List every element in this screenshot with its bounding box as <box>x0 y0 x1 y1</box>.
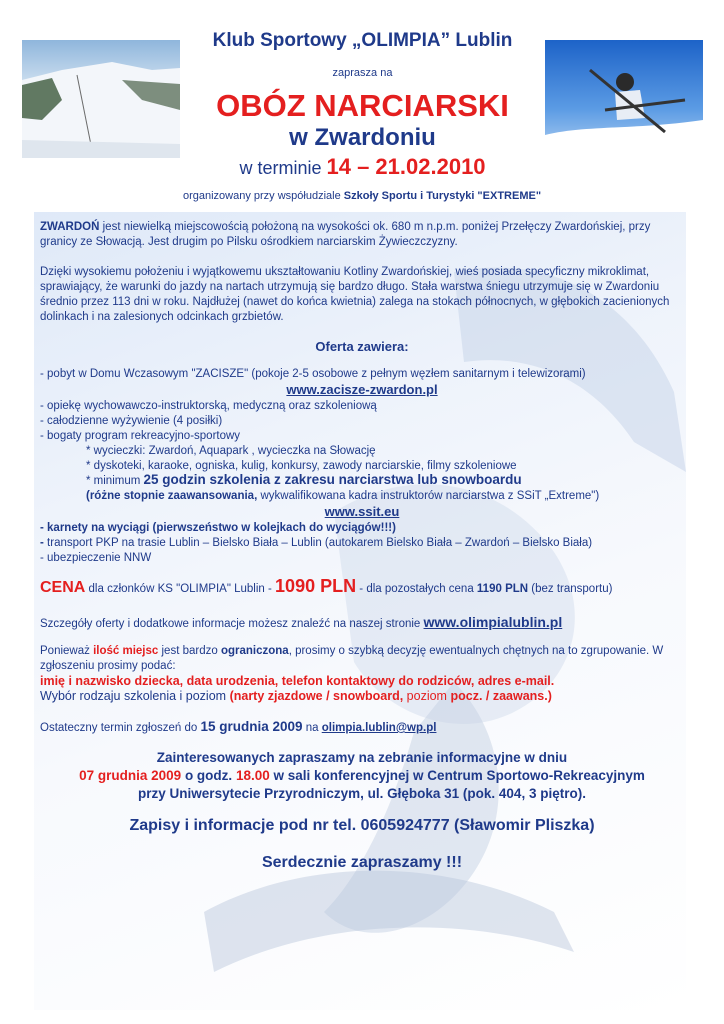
limits-places: ilość miejsc <box>93 645 159 657</box>
camp-title: OBÓZ NARCIARSKI <box>216 88 509 123</box>
member-price: 1090 PLN <box>275 576 357 596</box>
training-hours: 25 godzin szkolenia z zakresu narciarstwa lub snowboardu <box>143 472 522 487</box>
zacisze-link[interactable] <box>40 382 684 397</box>
meeting-at: o godz. <box>181 768 233 783</box>
camp-location: w Zwardoniu <box>289 124 436 151</box>
choice-text: Wybór rodzaju szkolenia i poziom <box>40 689 227 703</box>
offer-item-accommodation: - pobyt w Domu Wczasowym "ZACISZE" (pokoje 2-5 osobowe z pełnym węzłem sanitarnym i telewizorami) <box>40 368 586 380</box>
choice-options: (narty zjazdowe / snowboard, <box>229 689 404 703</box>
email-link[interactable]: olimpia.lublin@wp.pl <box>321 722 437 734</box>
zwardon-bold: ZWARDOŃ <box>40 221 100 233</box>
deadline-text: Ostateczny termin zgłoszeń do <box>40 722 198 734</box>
meeting-date: 07 grudnia 2009 <box>79 768 182 783</box>
snowboarder-silhouette <box>34 212 686 1010</box>
limits-limited: ograniczona <box>220 645 289 657</box>
meeting-line-1: Zainteresowanych zapraszamy na zebranie informacyjne w dniu <box>156 750 568 765</box>
offer-heading: Oferta zawiera: <box>315 339 409 354</box>
meeting-place: w sali konferencyjnej w Centrum Sportowo-Rekreacyjnym <box>269 768 645 783</box>
program-events: * dyskoteki, karaoke, ogniska, kulig, konkursy, zawody narciarskie, filmy szkoleniowe <box>86 460 517 472</box>
deadline-line <box>40 719 684 736</box>
details-line <box>40 615 684 632</box>
levels-bold: (różne stopnie zaawansowania, <box>86 490 258 502</box>
offer-item-transport <box>40 536 684 551</box>
freestyle-skier-photo <box>545 40 703 165</box>
contact-line: Zapisy i informacje pod nr tel. 0605924777 (Sławomir Pliszka) <box>129 817 595 834</box>
other-price: 1190 PLN <box>476 583 529 595</box>
members-text: dla członków KS "OLIMPIA" Lublin - <box>85 583 272 595</box>
meeting-time: 18.00 <box>235 768 270 783</box>
org-prefix: organizowany przy współudziale <box>182 190 341 202</box>
olimpia-site-link[interactable]: www.olimpialublin.pl <box>423 614 563 630</box>
offer-item-insurance: - ubezpieczenie NNW <box>40 552 152 564</box>
program-trips: * wycieczki: Zwardoń, Aquapark , wycieczka na Słowację <box>86 445 376 457</box>
price-line <box>40 576 684 599</box>
deadline-on: na <box>302 722 319 734</box>
intro-paragraph-1 <box>40 220 684 250</box>
meeting-line-3: przy Uniwersytecie Przyrodniczym, ul. Głęboka 31 (pok. 404, 3 piętro). <box>138 786 586 801</box>
level-text: poziom <box>403 689 447 703</box>
club-name: Klub Sportowy „OLIMPIA” Lublin <box>212 30 513 51</box>
levels-text: wykwalifikowana kadra instruktorów narciarstwa z SSiT „Extreme") <box>257 490 600 502</box>
choice-line <box>40 689 684 704</box>
background-snowboard-photo <box>34 212 686 1010</box>
organizer-line <box>40 190 684 202</box>
offer-item-meals: - całodzienne wyżywienie (4 posiłki) <box>40 415 223 427</box>
transport-dash: - <box>40 537 44 549</box>
offer-item-care: - opiekę wychowawczo-instruktorską, medyczną oraz szkoleniową <box>40 400 377 412</box>
required-info: imię i nazwisko dziecka, data urodzenia, telefon kontaktowy do rodziców, adres e-mail. <box>40 674 555 688</box>
limits-paragraph <box>40 644 684 674</box>
camp-dates <box>190 154 535 180</box>
limits-a: Ponieważ <box>40 645 90 657</box>
details-text: Szczegóły oferty i dodatkowe informacje możesz znaleźć na naszej stronie <box>40 618 421 630</box>
ski-slope-photo <box>22 40 180 158</box>
ssit-link-text[interactable]: www.ssit.eu <box>324 504 400 519</box>
training-prefix: * minimum <box>86 475 141 487</box>
org-name: Szkoły Sportu i Turystyki "EXTREME" <box>343 190 542 202</box>
offer-item-program: - bogaty program rekreacyjno-sportowy <box>40 430 241 442</box>
limits-c: jest bardzo <box>158 645 218 657</box>
ssit-link[interactable] <box>40 504 684 519</box>
intro-paragraph-2: Dzięki wysokiemu położeniu i wyjątkowemu ukształtowaniu Kotliny Zwardońskiej, wieś posiada specyficzny mikroklimat, sprawiający, że warunki do jazdy na nartach utrzymują się bardzo długo. Stała warstwa śniegu utrzymuje się w Zwardoniu średnio przez 113 dni w roku. Najdłużej (nawet do końca kwietnia) zalega na stokach północnych, w głębokich zacienionych dolinkach i na zalesionych odcinkach grzbietów. <box>40 266 670 323</box>
meeting-line-2 <box>40 768 684 783</box>
transport-text: transport PKP na trasie Lublin – Bielsko Biała – Lublin (autokarem Bielsko Biała – Zwardoń – Bielsko Biała) <box>43 537 593 549</box>
program-levels <box>40 489 724 504</box>
offer-item-lift-passes: - karnety na wyciągi (pierwszeństwo w kolejkach do wyciągów!!!) <box>40 522 396 534</box>
others-text: - dla pozostałych cena <box>356 583 474 595</box>
limits-e: , prosimy o szybką decyzję ewentualnych chętnych na to zgrupowanie. W zgłoszeniu prosimy podać: <box>40 645 664 672</box>
level-options: pocz. / zaawans.) <box>450 689 552 703</box>
deadline-date: 15 grudnia 2009 <box>200 719 303 734</box>
term-prefix: w terminie <box>239 158 322 178</box>
price-note: (bez transportu) <box>528 583 613 595</box>
closing-line: Serdecznie zapraszamy !!! <box>261 854 463 871</box>
intro-text-1: jest niewielką miejscowością położoną na wysokości ok. 680 m n.p.m. poniżej Przełęczy Zwardońskiej, przy granicy ze Słowacją. Jest drugim po Pilsku ośrodkiem narciarskim Żywieczczyzny. <box>40 221 651 248</box>
invites-text: zaprasza na <box>332 67 393 79</box>
price-label: CENA <box>40 579 86 596</box>
term-dates: 14 – 21.02.2010 <box>326 154 486 179</box>
program-training <box>40 472 724 489</box>
zacisze-link-text[interactable]: www.zacisze-zwardon.pl <box>286 382 438 397</box>
